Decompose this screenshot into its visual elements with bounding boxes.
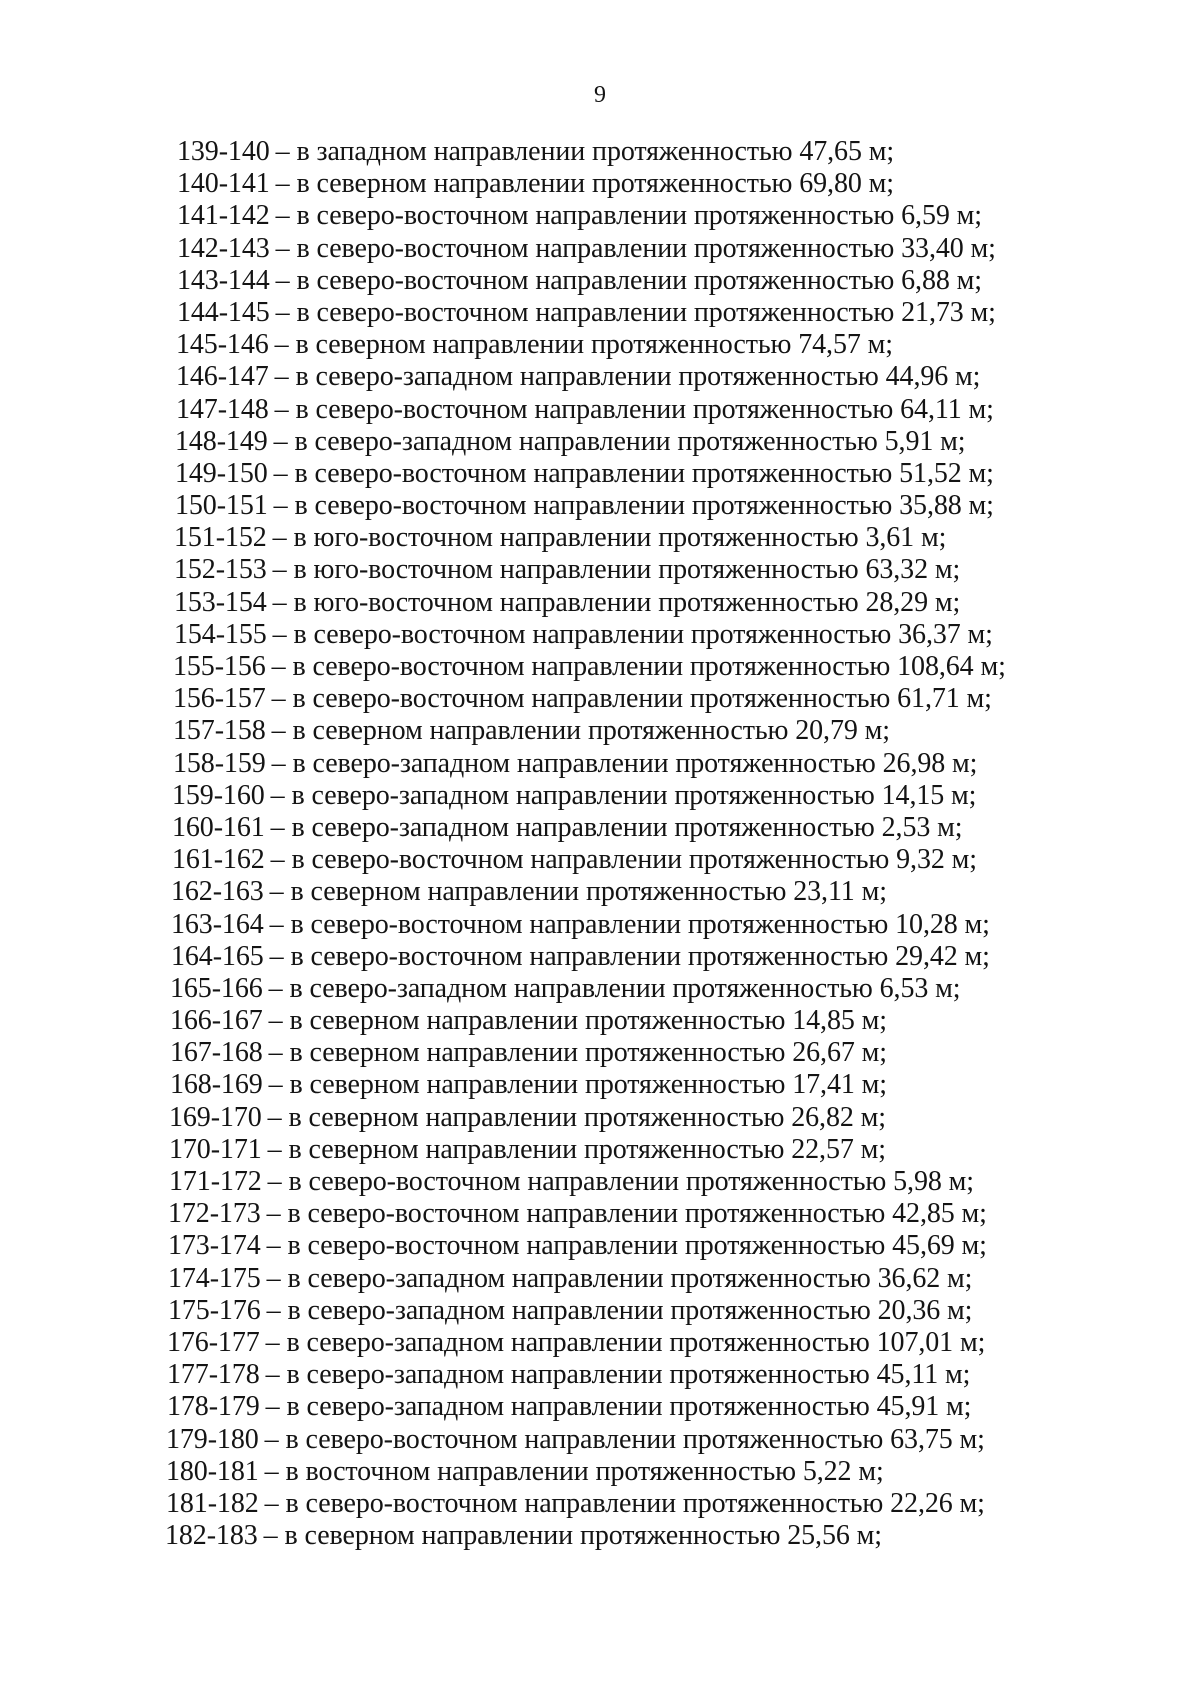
segment-number: 170-171 [169,1133,262,1165]
segment-description: в северо-западном направлении протяженностью 107,01 м; [286,1326,986,1358]
list-item [0,812,1200,844]
dash-separator: – [274,361,289,393]
list-item [0,200,1200,232]
segment-number: 145-146 [176,329,269,361]
segment-number: 175-176 [168,1294,261,1326]
segment-number: 144-145 [177,296,270,328]
dash-separator: – [268,1069,283,1101]
dash-separator: – [269,908,284,940]
segment-description: в северо-западном направлении протяженностью 14,15 м; [291,779,977,811]
dash-separator: – [270,811,285,843]
segment-number: 173-174 [168,1230,261,1262]
segment-number: 149-150 [175,457,268,489]
list-item [0,876,1200,908]
list-item [0,619,1200,651]
segment-number: 154-155 [174,618,267,650]
segment-number: 166-167 [170,1005,263,1037]
list-item [0,1069,1200,1101]
segment-number: 163-164 [171,908,264,940]
segment-description: в северо-восточном направлении протяженностью 22,26 м; [285,1487,985,1519]
segment-description: в северо-западном направлении протяженностью 5,91 м; [294,425,966,457]
dash-separator: – [275,200,290,232]
list-item [0,1359,1200,1391]
segment-number: 139-140 [177,136,270,167]
segment-description: в северо-западном направлении протяженностью 36,62 м; [287,1262,973,1294]
segment-number: 179-180 [166,1423,259,1455]
segment-description: в северо-восточном направлении протяженностью 5,98 м; [288,1166,974,1197]
dash-separator: – [266,1230,281,1262]
list-item [0,780,1200,812]
segment-number: 169-170 [169,1101,262,1133]
list-item [0,844,1200,876]
segment-description: в северном направлении протяженностью 22,57 м; [288,1133,886,1165]
dash-separator: – [268,972,283,1004]
dash-separator: – [273,490,288,522]
segment-number: 148-149 [175,425,268,457]
segment-description: в северо-восточном направлении протяженностью 6,88 м; [296,264,982,296]
dash-separator: – [273,457,288,489]
segment-description: в северо-восточном направлении протяженностью 42,85 м; [287,1198,987,1230]
segment-description: в юго-восточном направлении протяженностью 63,32 м; [293,554,961,586]
list-item [0,683,1200,715]
segment-description: в северном направлении протяженностью 20,79 м; [292,715,890,747]
segment-description: в северо-восточном направлении протяженностью 61,71 м; [292,683,992,715]
list-item [0,1134,1200,1166]
segment-number: 151-152 [174,522,267,554]
list-item [0,1230,1200,1262]
segment-description: в северном направлении протяженностью 69,80 м; [296,168,894,200]
dash-separator: – [267,1101,282,1133]
dash-separator: – [265,1326,280,1358]
segment-number: 150-151 [175,490,268,522]
segment-description: в северо-восточном направлении протяженностью 10,28 м; [290,908,990,940]
segment-number: 168-169 [170,1069,263,1101]
list-item [0,297,1200,329]
segment-number: 143-144 [177,264,270,296]
segment-description: в западном направлении протяженностью 47,65 м; [296,136,895,167]
list-item [0,909,1200,941]
list-item [0,136,1200,168]
segment-number: 152-153 [174,554,267,586]
segment-description: в северном направлении протяженностью 23,11 м; [290,876,887,908]
segment-description: в северо-восточном направлении протяженностью 6,59 м; [296,200,982,232]
segment-description: в северном направлении протяженностью 26,67 м; [289,1037,887,1069]
list-item [0,490,1200,522]
dash-separator: – [271,651,286,682]
segment-number: 182-183 [165,1520,258,1552]
dash-separator: – [266,1294,281,1326]
segment-description: в северо-восточном направлении протяженностью 108,64 м; [292,651,1006,682]
list-item [0,1005,1200,1037]
list-item [0,168,1200,200]
segment-description: в северо-западном направлении протяженностью 44,96 м; [295,361,981,393]
segment-number: 155-156 [173,651,266,682]
segment-number: 158-159 [173,747,266,779]
segment-description: в северном направлении протяженностью 25,56 м; [284,1520,882,1552]
list-item [0,1488,1200,1520]
dash-separator: – [272,618,287,650]
list-item [0,1456,1200,1488]
dash-separator: – [275,136,290,167]
list-item [0,1037,1200,1069]
list-item [0,941,1200,973]
segment-number: 177-178 [167,1359,260,1391]
list-item [0,1295,1200,1327]
segment-number: 141-142 [177,200,270,232]
list-item [0,1327,1200,1359]
dash-separator: – [270,779,285,811]
segment-number: 146-147 [176,361,269,393]
segment-description: в северном направлении протяженностью 14,85 м; [289,1005,887,1037]
list-item [0,522,1200,554]
dash-separator: – [265,1391,280,1423]
list-item [0,1198,1200,1230]
dash-separator: – [275,264,290,296]
dash-separator: – [274,329,289,361]
dash-separator: – [270,844,285,876]
segment-number: 160-161 [172,811,265,843]
dash-separator: – [266,1198,281,1230]
list-item [0,265,1200,297]
segment-description: в северо-западном направлении протяженностью 20,36 м; [287,1294,973,1326]
segment-number: 142-143 [177,232,270,264]
dash-separator: – [275,232,290,264]
dash-separator: – [273,425,288,457]
segment-description: в северо-западном направлении протяженностью 45,11 м; [286,1359,971,1391]
segment-description: в северном направлении протяженностью 26,82 м; [288,1101,886,1133]
segment-description: в северо-восточном направлении протяженностью 45,69 м; [287,1230,987,1262]
segment-description: в северо-западном направлении протяженностью 2,53 м; [291,811,963,843]
segment-number: 156-157 [173,683,266,715]
segment-number: 159-160 [172,779,265,811]
dash-separator: – [271,715,286,747]
segment-description: в северо-восточном направлении протяженностью 33,40 м; [296,232,996,264]
segment-description: в северо-западном направлении протяженностью 45,91 м; [286,1391,972,1423]
list-item [0,1391,1200,1423]
list-item [0,394,1200,426]
segment-number: 147-148 [176,393,269,425]
list-item [0,1424,1200,1456]
segment-number: 180-181 [166,1455,259,1487]
dash-separator: – [272,554,287,586]
segment-description: в северном направлении протяженностью 17,41 м; [289,1069,887,1101]
segment-description: в северо-восточном направлении протяженностью 36,37 м; [293,618,993,650]
dash-separator: – [266,1262,281,1294]
segment-number: 171-172 [169,1166,262,1197]
list-item [0,748,1200,780]
list-item [0,587,1200,619]
segment-number: 174-175 [168,1262,261,1294]
list-item [0,1263,1200,1295]
dash-separator: – [265,1359,280,1391]
list-item [0,361,1200,393]
segment-number: 172-173 [168,1198,261,1230]
dash-separator: – [267,1166,282,1197]
list-item [0,651,1200,683]
list-item [0,458,1200,490]
boundary-description-list [0,136,1200,1552]
segment-number: 181-182 [166,1487,259,1519]
dash-separator: – [275,168,290,200]
segment-description: в северо-западном направлении протяженностью 6,53 м; [289,972,961,1004]
segment-number: 153-154 [174,586,267,618]
segment-number: 140-141 [177,168,270,200]
list-item [0,329,1200,361]
segment-number: 167-168 [170,1037,263,1069]
segment-description: в юго-восточном направлении протяженностью 28,29 м; [293,586,961,618]
list-item [0,233,1200,265]
dash-separator: – [267,1133,282,1165]
segment-description: в северо-восточном направлении протяженностью 63,75 м; [285,1423,985,1455]
dash-separator: – [271,747,286,779]
segment-number: 176-177 [167,1326,260,1358]
segment-description: в северо-восточном направлении протяженностью 51,52 м; [294,457,994,489]
dash-separator: – [264,1455,279,1487]
segment-description: в северо-восточном направлении протяженностью 35,88 м; [294,490,994,522]
segment-description: в северо-восточном направлении протяженностью 21,73 м; [296,296,996,328]
segment-description: в юго-восточном направлении протяженностью 3,61 м; [293,522,947,554]
segment-description: в северо-восточном направлении протяженностью 29,42 м; [290,940,990,972]
segment-description: в северо-восточном направлении протяженностью 64,11 м; [295,393,994,425]
list-item [0,554,1200,586]
segment-number: 162-163 [171,876,264,908]
segment-description: в северо-восточном направлении протяженностью 9,32 м; [291,844,977,876]
dash-separator: – [268,1037,283,1069]
dash-separator: – [269,876,284,908]
list-item [0,715,1200,747]
dash-separator: – [269,940,284,972]
dash-separator: – [264,1423,279,1455]
segment-number: 164-165 [171,940,264,972]
dash-separator: – [268,1005,283,1037]
segment-number: 178-179 [167,1391,260,1423]
dash-separator: – [272,586,287,618]
list-item [0,1102,1200,1134]
segment-description: в северном направлении протяженностью 74,57 м; [295,329,893,361]
page-number: 9 [594,82,606,108]
dash-separator: – [263,1520,278,1552]
segment-number: 165-166 [170,972,263,1004]
list-item [0,1166,1200,1198]
list-item [0,973,1200,1005]
segment-description: в северо-западном направлении протяженностью 26,98 м; [292,747,978,779]
dash-separator: – [275,296,290,328]
dash-separator: – [271,683,286,715]
list-item [0,426,1200,458]
segment-description: в восточном направлении протяженностью 5,22 м; [285,1455,884,1487]
segment-number: 157-158 [173,715,266,747]
dash-separator: – [274,393,289,425]
segment-number: 161-162 [172,844,265,876]
dash-separator: – [264,1487,279,1519]
list-item [0,1520,1200,1552]
dash-separator: – [272,522,287,554]
